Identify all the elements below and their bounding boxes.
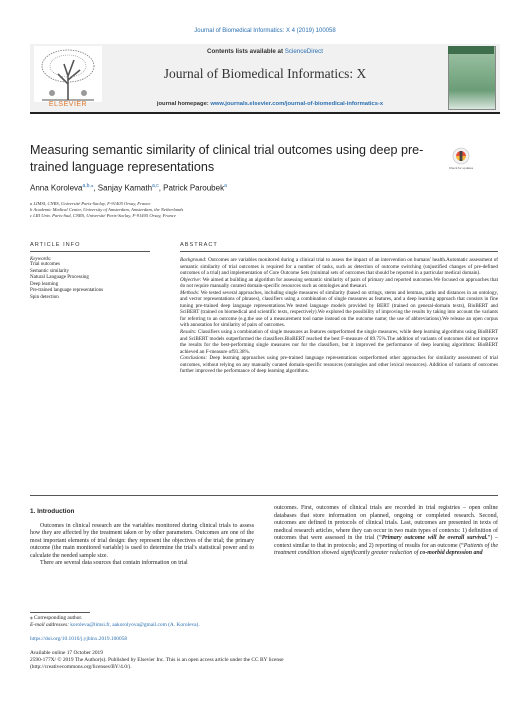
abstract-heading: ABSTRACT: [180, 242, 218, 248]
author-name[interactable]: Anna Koroleva: [30, 183, 83, 193]
keyword-item: Natural Language Processing: [30, 275, 89, 280]
check-for-updates-icon[interactable]: [448, 147, 474, 171]
contents-prefix: Contents lists available at: [207, 48, 285, 55]
abstract-rule: [180, 251, 498, 252]
email-line: [30, 622, 500, 629]
available-online: Available online 17 October 2019: [30, 650, 103, 656]
publication-info: [30, 650, 500, 671]
homepage-link[interactable]: www.journals.elsevier.com/journal-of-biomedical-informatics-x: [210, 101, 384, 107]
elsevier-wordmark: ELSEVIER: [48, 101, 88, 108]
intro-quote-bold: co-morbid depression and: [419, 550, 483, 556]
license-url[interactable]: (http://creativecommons.org/licenses/BY/4.0/).: [30, 664, 132, 670]
article-info-rule: [30, 251, 150, 252]
abstract-body: [180, 257, 498, 375]
keywords-label: Keywords:: [30, 257, 52, 262]
corresponding-author-note: ⁎ Corresponding author.: [30, 615, 83, 621]
homepage-label: journal homepage:: [156, 101, 211, 107]
abstract-bottom-rule: [30, 495, 498, 496]
license-line: 2590-177X/ © 2019 The Author(s). Published by Elsevier Inc. This is an open access article under the CC BY license: [30, 657, 284, 663]
journal-cover-header: [448, 46, 494, 54]
intro-quote: Primary outcome will be overall survival.: [381, 535, 488, 541]
section-heading: 1. Introduction: [30, 508, 75, 515]
abstract-methods-text: We tested several approaches, including single measures of similarity (based on strings, stems and lemmas, paths and distances in an ontology, and vector representations of phrases), classifiers using a combination of single measures as features, and a deep learning approach that consists in fine tuning pre-trained deep language representations.We tested language models provided by BERT (trained on general-domain texts), BioBERT and SciBERT (trained on biomedical and scientific texts, respectively).We explored the possibility of improving the results by taking into account the variants for referring to an outcome (e.g.the use of a measurement tool name instead on the outcome name; the use of abbreviations).We release an open corpus with annotation for similarity of pairs of outcomes.: [180, 289, 498, 329]
intro-left-column: [30, 508, 254, 568]
affiliations: [30, 201, 330, 220]
banner-divider: [30, 112, 500, 114]
article-title: [30, 142, 425, 176]
abstract-background-text: Outcomes are variables monitored during a clinical trial to assess the impact of an intervention on humans' health.Automatic assessment of semantic similarity of trial outcomes is required for a number of tasks, such as detection of outcome switching (unjustified changes of pre-defined outcomes of a trial) and implementation of Core Outcome Sets (minimal sets of outcomes that should be reported in a particular medical domain).: [180, 257, 498, 277]
elsevier-tree-logo-icon: [34, 46, 102, 108]
journal-reference[interactable]: Journal of Biomedical Informatics: X 4 (2019) 100058: [194, 28, 336, 34]
author-affiliation-marks[interactable]: a,b,⁎: [82, 183, 94, 189]
abstract-results-text: Classifiers using a combination of single measures as features outperformed the single measures, while deep learning algorithms using BioBERT and SciBERT models outperformed the classifiers.BioBERT reached the best F-measure of 89.75%.The addition of variants of outcomes did not improve the results for the best-performing single measures nor for the classifiers, but it improved the performance of deep learning algorithms: BioBERT achieved an F-measure of93.38%.: [180, 329, 498, 355]
abstract-results: [180, 329, 498, 355]
keyword-item: Deep learning: [30, 281, 59, 287]
affiliation-item: b Academic Medical Center, University of Amsterdam, Amsterdam, the Netherlands: [30, 207, 184, 213]
keyword-item: Pre-trained language representations: [30, 288, 104, 293]
footnote-rule: [30, 612, 90, 613]
intro-paragraph: There are several data sources that contain information on trial: [40, 560, 188, 566]
author-name[interactable]: , Sanjay Kamath: [93, 183, 153, 193]
article-title-line-1: Measuring semantic similarity of clinical trial outcomes using deep pre-: [30, 143, 424, 157]
abstract-objective: [180, 277, 498, 290]
doi-link[interactable]: [30, 636, 127, 643]
abstract-results-label: Results:: [180, 329, 197, 336]
intro-text: outcomes. First, outcomes of clinical trials are recorded in trial registries – open online databases that store information on planned, ongoing or completed research. Second, outcomes are defined in protocols of clinical trials. Last, outcomes are presented in texts of medical research articles, where they can occur in two main types of contexts: 1) definition of outcomes that were assessed in the trial (“: [274, 505, 498, 541]
intro-paragraph: Outcomes in clinical research are the variables monitored during clinical trials to assess how they are affected by the treatment taken or by other parameters. Outcomes are one of the most important elements of trial design: they represent the objectives of the trial; the primary outcome (the main monitored variable) is used to determine the trial's statistical power and to calculate the needed sample size.: [30, 522, 254, 559]
keyword-item: Trial outcomes: [30, 262, 60, 267]
keywords-block: [30, 257, 170, 301]
abstract-methods-label: Methods:: [180, 289, 200, 296]
doi-url[interactable]: https://doi.org/10.1016/j.yjbinx.2019.100058: [30, 636, 128, 642]
abstract-objective-label: Objective:: [180, 276, 202, 283]
author-list: [30, 183, 227, 193]
abstract-background-label: Background:: [180, 257, 207, 263]
affiliation-item: a LIMSI, CNRS, Université Paris-Saclay, F-91405 Orsay, France: [30, 201, 151, 206]
author-affiliation-marks[interactable]: a,c: [152, 183, 159, 189]
footnotes: [30, 615, 500, 629]
abstract-background: [180, 257, 498, 277]
article-title-line-2: trained language representations: [30, 160, 215, 174]
abstract-conclusions-text: Deep learning approaches using pre-trained language representations outperformed other approaches for similarity assessment of trial outcomes, without relying on any manually curated domain-specific resources (ontologies and other lexical resources). Addition of variants of outcomes further improved the performance of deep learning algorithms.: [180, 355, 498, 375]
abstract-objective-text: We aimed at building an algorithm for assessing semantic similarity of pairs of primary and reported outcomes.We focused on approaches that do not require manually curated domain-specific resources such as ontologies and thesauri.: [180, 276, 498, 290]
intro-right-column: [274, 505, 498, 558]
journal-cover-thumbnail: [448, 46, 496, 110]
contents-line: [140, 48, 390, 55]
keyword-item: Spin detection: [30, 294, 59, 300]
sciencedirect-link[interactable]: ScienceDirect: [284, 48, 323, 55]
author-name[interactable]: , Patrick Paroubek: [158, 183, 225, 193]
email-label: E-mail addresses:: [30, 622, 71, 628]
journal-homepage: [120, 101, 420, 107]
abstract-conclusions-label: Conclusions:: [180, 355, 208, 362]
keyword-item: Semantic similarity: [30, 268, 70, 274]
affiliation-item: c LRI Univ. Paris-Sud, CNRS, Université Paris-Saclay, F-91405 Orsay, France: [30, 213, 176, 219]
abstract-methods: [180, 290, 498, 329]
intro-quote: Patients of the treatment condition showed significantly greater reduction of: [274, 542, 499, 556]
svg-text:Check for updates: Check for updates: [448, 166, 474, 170]
author-affiliation-marks[interactable]: a: [224, 183, 227, 189]
intro-text: ”) – context similar to that in protocols; and 2) reporting of results for an outcome (“: [274, 535, 498, 549]
intro-paragraph: [274, 505, 498, 558]
journal-title: Journal of Biomedical Informatics: X: [163, 66, 367, 81]
abstract-conclusions: [180, 355, 498, 375]
email-link[interactable]: koroleva@limsi.fr, aakorolyova@gmail.com (A. Koroleva).: [70, 622, 200, 628]
article-info-heading: ARTICLE INFO: [30, 242, 81, 248]
